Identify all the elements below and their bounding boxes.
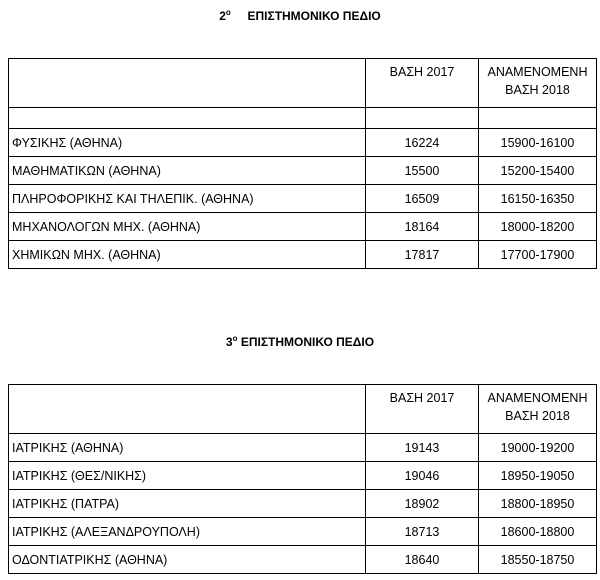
base-2017-value: 18713 xyxy=(366,518,479,546)
department-name: ΠΛΗΡΟΦΟΡΙΚΗΣ ΚΑΙ ΤΗΛΕΠΙΚ. (ΑΘΗΝΑ) xyxy=(9,185,366,213)
table-row xyxy=(9,434,597,462)
header-expected-line1: ΑΝΑΜΕΝΟΜΕΝΗ xyxy=(487,65,588,79)
department-name: ΙΑΤΡΙΚΗΣ (ΠΑΤΡΑ) xyxy=(9,490,366,518)
header-empty-cell xyxy=(9,385,366,434)
header-expected-2018 xyxy=(479,385,597,434)
base-2017-value: 19046 xyxy=(366,462,479,490)
table-row xyxy=(9,462,597,490)
expected-2018-value: 18950-19050 xyxy=(479,462,597,490)
header-expected-line2: ΒΑΣΗ 2018 xyxy=(505,409,570,423)
base-2017-value: 19143 xyxy=(366,434,479,462)
department-name: ΙΑΤΡΙΚΗΣ (ΑΘΗΝΑ) xyxy=(9,434,366,462)
section-number-superscript: ο xyxy=(232,334,238,343)
department-name: ΜΑΘΗΜΑΤΙΚΩΝ (ΑΘΗΝΑ) xyxy=(9,157,366,185)
department-name: ΟΔΟΝΤΙΑΤΡΙΚΗΣ (ΑΘΗΝΑ) xyxy=(9,546,366,574)
expected-2018-value: 17700-17900 xyxy=(479,241,597,269)
department-name: ΙΑΤΡΙΚΗΣ (ΘΕΣ/ΝΙΚΗΣ) xyxy=(9,462,366,490)
header-expected-line1: ΑΝΑΜΕΝΟΜΕΝΗ xyxy=(487,391,588,405)
table-row xyxy=(9,241,597,269)
expected-2018-value: 15200-15400 xyxy=(479,157,597,185)
department-name: ΜΗΧΑΝΟΛΟΓΩΝ ΜΗΧ. (ΑΘΗΝΑ) xyxy=(9,213,366,241)
header-base-2017: ΒΑΣΗ 2017 xyxy=(366,59,479,108)
table-header-row xyxy=(9,59,597,108)
header-expected-2018 xyxy=(479,59,597,108)
table-row xyxy=(9,157,597,185)
expected-2018-value: 19000-19200 xyxy=(479,434,597,462)
base-2017-value: 18902 xyxy=(366,490,479,518)
department-name: ΧΗΜΙΚΩΝ ΜΗΧ. (ΑΘΗΝΑ) xyxy=(9,241,366,269)
header-expected-line2: ΒΑΣΗ 2018 xyxy=(505,83,570,97)
scores-table-field-2 xyxy=(8,58,597,269)
expected-2018-value: 16150-16350 xyxy=(479,185,597,213)
section-title-2 xyxy=(0,8,600,23)
section-number: 2 xyxy=(219,9,226,23)
base-2017-value: 18640 xyxy=(366,546,479,574)
base-2017-value: 17817 xyxy=(366,241,479,269)
table-row xyxy=(9,490,597,518)
base-2017-value: 16224 xyxy=(366,129,479,157)
section-title-text: ΕΠΙΣΤΗΜΟΝΙΚΟ ΠΕΔΙΟ xyxy=(247,9,381,23)
expected-2018-value: 18600-18800 xyxy=(479,518,597,546)
expected-2018-value: 18800-18950 xyxy=(479,490,597,518)
expected-2018-value: 15900-16100 xyxy=(479,129,597,157)
header-base-2017: ΒΑΣΗ 2017 xyxy=(366,385,479,434)
section-title-3 xyxy=(0,334,600,349)
table-header-row xyxy=(9,385,597,434)
scores-table-field-3 xyxy=(8,384,597,574)
header-empty-cell xyxy=(9,59,366,108)
table-row xyxy=(9,185,597,213)
base-2017-value: 18164 xyxy=(366,213,479,241)
expected-2018-value: 18000-18200 xyxy=(479,213,597,241)
table-spacer-row xyxy=(9,108,597,129)
expected-2018-value: 18550-18750 xyxy=(479,546,597,574)
department-name: ΙΑΤΡΙΚΗΣ (ΑΛΕΞΑΝΔΡΟΥΠΟΛΗ) xyxy=(9,518,366,546)
table-row xyxy=(9,546,597,574)
department-name: ΦΥΣΙΚΗΣ (ΑΘΗΝΑ) xyxy=(9,129,366,157)
section-number-superscript: o xyxy=(225,8,231,17)
section-title-text: ΕΠΙΣΤΗΜΟΝΙΚΟ ΠΕΔΙΟ xyxy=(240,335,375,349)
base-2017-value: 16509 xyxy=(366,185,479,213)
section-number: 3 xyxy=(225,335,233,349)
table-row xyxy=(9,213,597,241)
table-row xyxy=(9,518,597,546)
base-2017-value: 15500 xyxy=(366,157,479,185)
table-row xyxy=(9,129,597,157)
